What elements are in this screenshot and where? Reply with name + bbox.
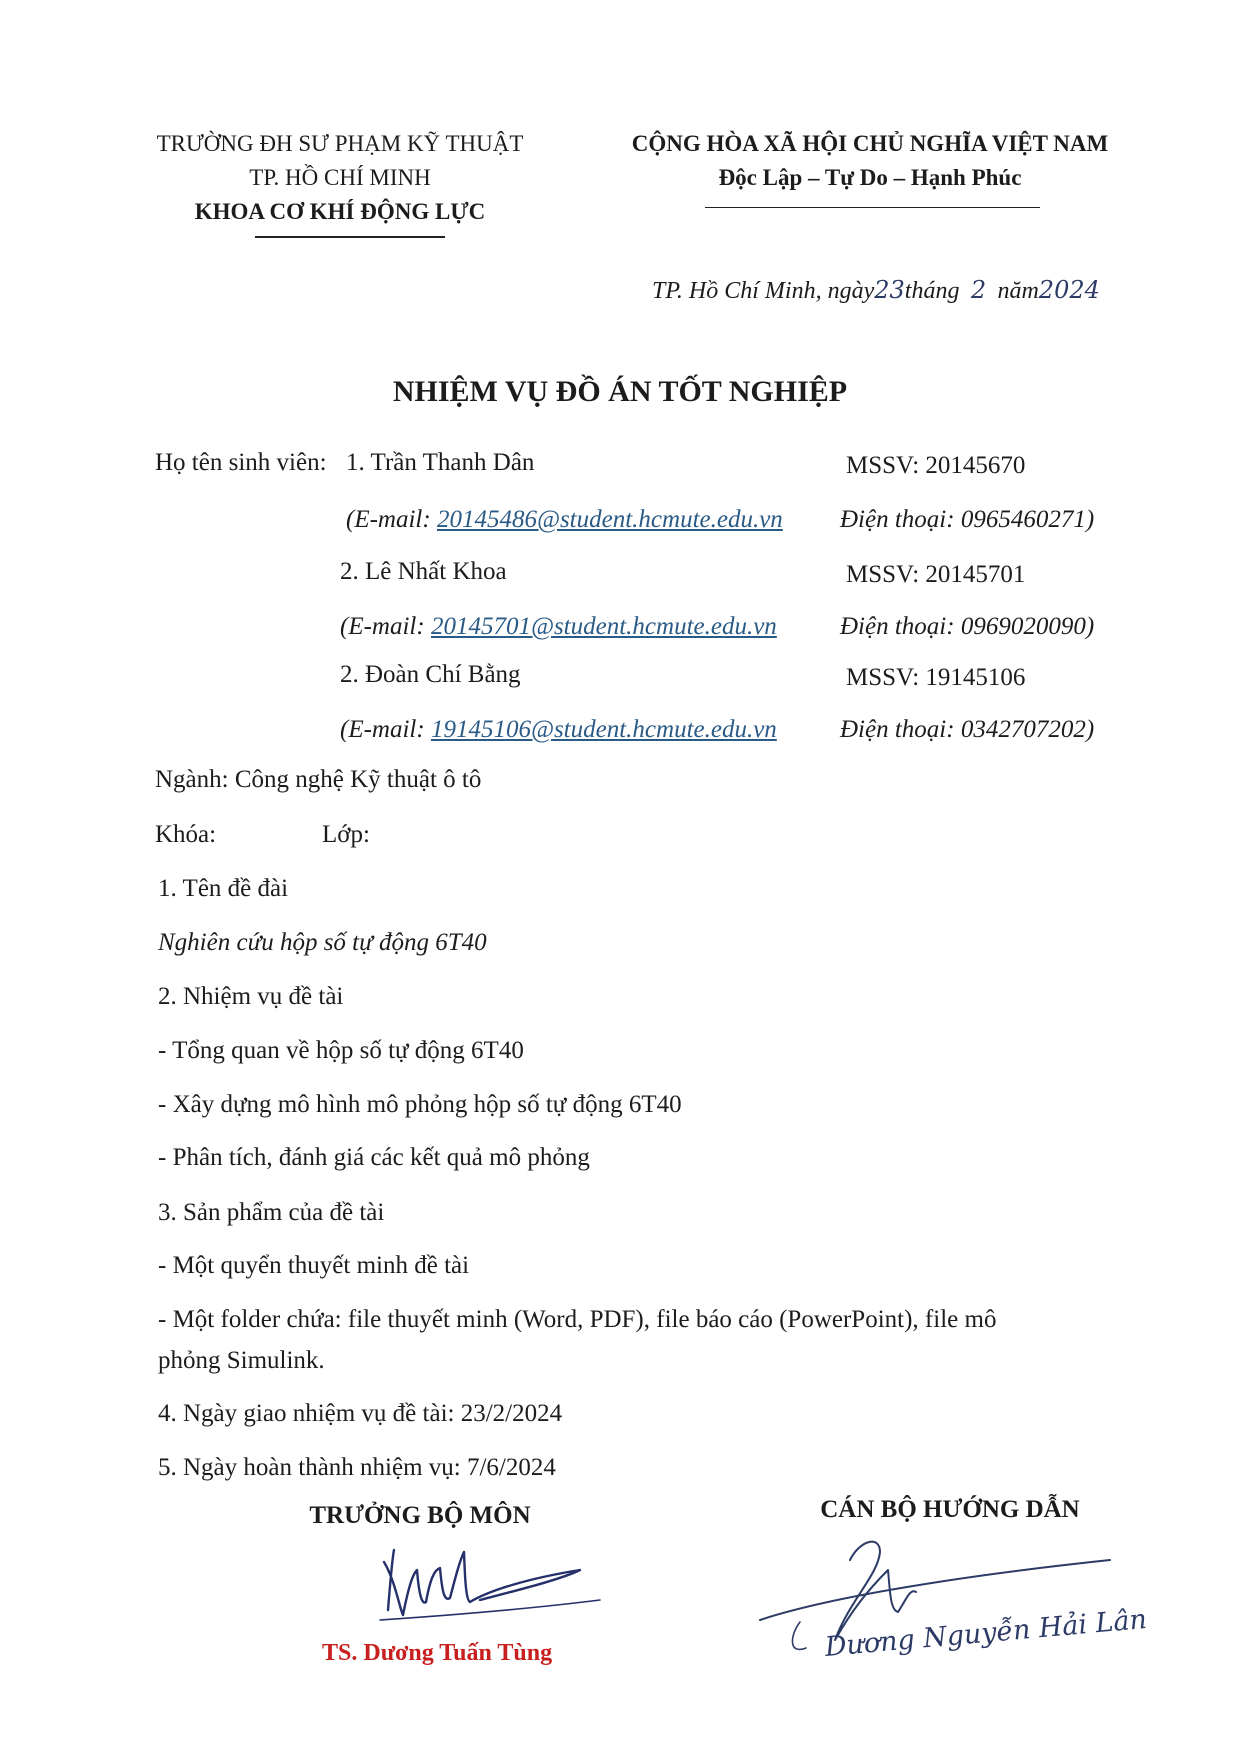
date-line	[652, 275, 1100, 306]
header-right	[610, 127, 1130, 195]
student-email-row-1	[346, 505, 783, 535]
school-name: TRƯỜNG ĐH SƯ PHẠM KỸ THUẬT	[156, 131, 524, 156]
date-month: 2	[970, 276, 987, 304]
country-name: CỘNG HÒA XÃ HỘI CHỦ NGHĨA VIỆT NAM	[631, 131, 1109, 156]
course-label: Khóa:	[155, 821, 217, 848]
motto: Độc Lập – Tự Do – Hạnh Phúc	[718, 165, 1022, 190]
student-name-2: 2. Lê Nhất Khoa	[340, 558, 507, 585]
faculty-name: KHOA CƠ KHÍ ĐỘNG LỰC	[194, 199, 486, 224]
date-month-label: tháng	[904, 278, 960, 304]
page-title: NHIỆM VỤ ĐỒ ÁN TỐT NGHIỆP	[392, 375, 848, 408]
email-prefix: (E-mail:	[346, 506, 437, 533]
student-phone-2: Điện thoại: 0969020090)	[840, 613, 1095, 640]
student-email-link-2[interactable]: 20145701@student.hcmute.edu.vn	[430, 613, 777, 640]
student-phone-1: Điện thoại: 0965460271)	[840, 506, 1095, 533]
finish-date: 5. Ngày hoàn thành nhiệm vụ: 7/6/2024	[158, 1454, 556, 1481]
student-email-row-2	[340, 612, 777, 642]
left-signatory-name: TS. Dương Tuấn Tùng	[322, 1640, 553, 1666]
date-year-label: năm	[997, 278, 1039, 304]
section3-heading: 3. Sản phẩm của đề tài	[158, 1199, 385, 1226]
section1-heading: 1. Tên đề đài	[158, 875, 289, 902]
student-phone-3: Điện thoại: 0342707202)	[840, 716, 1095, 743]
date-year: 2024	[1038, 276, 1100, 304]
task-item-3: - Phân tích, đánh giá các kết quả mô phỏng	[158, 1144, 590, 1171]
student-mssv-2: MSSV: 20145701	[846, 561, 1026, 588]
student-email-link-3[interactable]: 19145106@student.hcmute.edu.vn	[430, 716, 777, 743]
date-prefix: TP. Hồ Chí Minh, ngày	[652, 278, 875, 304]
topic-title: Nghiên cứu hộp số tự động 6T40	[158, 929, 487, 956]
email-prefix: (E-mail:	[340, 613, 431, 640]
product-item-2: - Một folder chứa: file thuyết minh (Word, PDF), file báo cáo (PowerPoint), file mô	[158, 1306, 997, 1333]
header-left	[150, 127, 530, 229]
product-item-1: - Một quyển thuyết minh đề tài	[158, 1252, 470, 1279]
student-mssv-1: MSSV: 20145670	[846, 452, 1026, 479]
email-prefix: (E-mail:	[340, 716, 431, 743]
section2-heading: 2. Nhiệm vụ đề tài	[158, 983, 344, 1010]
left-signature-scribble	[370, 1540, 610, 1630]
right-signatory-name: Dương Nguyễn Hải Lân	[823, 1603, 1149, 1663]
class-label: Lớp:	[322, 821, 370, 848]
left-signature-title: TRƯỞNG BỘ MÔN	[309, 1502, 531, 1529]
date-day: 23	[874, 276, 905, 304]
header-right-rule	[705, 207, 1040, 208]
student-name-3: 2. Đoàn Chí Bằng	[340, 661, 521, 688]
school-city: TP. HỒ CHÍ MINH	[249, 165, 431, 190]
header-left-rule	[255, 236, 445, 238]
student-mssv-3: MSSV: 19145106	[846, 664, 1026, 691]
students-label: Họ tên sinh viên:	[155, 449, 327, 476]
task-item-1: - Tổng quan về hộp số tự động 6T40	[158, 1037, 524, 1064]
product-item-2-cont: phỏng Simulink.	[158, 1347, 325, 1374]
right-signature-title: CÁN BỘ HƯỚNG DẪN	[820, 1496, 1080, 1523]
assign-date: 4. Ngày giao nhiệm vụ đề tài: 23/2/2024	[158, 1400, 563, 1427]
student-name-1: 1. Trần Thanh Dân	[346, 449, 535, 476]
task-item-2: - Xây dựng mô hình mô phỏng hộp số tự động 6T40	[158, 1091, 682, 1118]
student-email-row-3	[340, 715, 777, 745]
major: Ngành: Công nghệ Kỹ thuật ô tô	[155, 766, 482, 793]
student-email-link-1[interactable]: 20145486@student.hcmute.edu.vn	[436, 506, 783, 533]
